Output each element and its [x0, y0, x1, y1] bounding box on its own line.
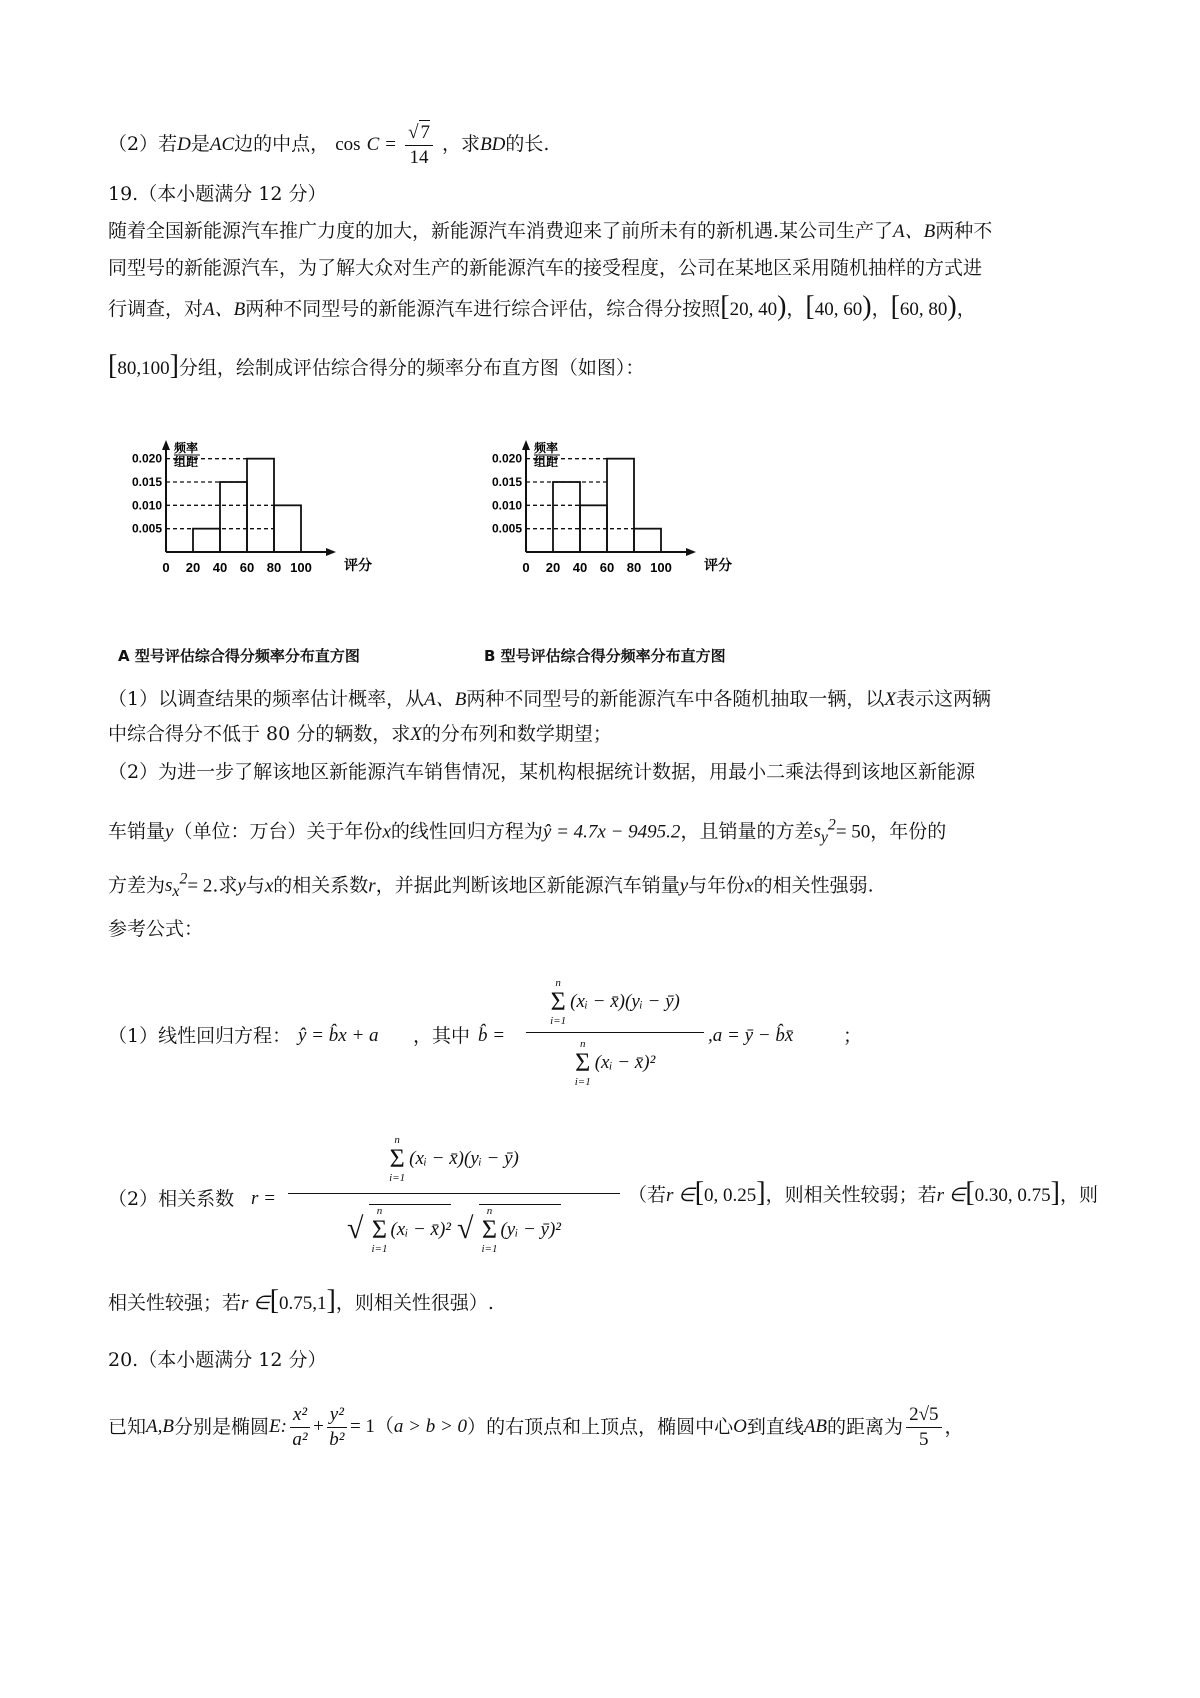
hist-a-xtick-4: 80: [266, 560, 282, 575]
histogram-a: [118, 440, 388, 635]
x-over-a-fraction: [290, 1403, 310, 1452]
hist-b-ytick-3: 0.020: [491, 451, 522, 466]
a-formula: ,a = ȳ − b̂x̄: [708, 1025, 794, 1046]
denominator: (xᵢ − x̄)²: [594, 1052, 656, 1073]
numerator: (xᵢ − x̄)(yᵢ − ȳ): [570, 991, 680, 1012]
q19-para-3: 行调查，对A、B两种不同型号的新能源汽车进行综合评估，综合得分按照[20, 40)，[40, 60)，[60, 80)，: [108, 291, 976, 322]
hist-a-xtick-3: 60: [239, 560, 255, 575]
text: （2）若: [108, 133, 178, 155]
text: 两种不同型号的新能源汽车进行综合评估，综合得分按照: [245, 298, 721, 320]
q19-part1-line1: [108, 685, 1104, 714]
q19-part2-line1: （2）为进一步了解该地区新能源汽车销售情况，某机构根据统计数据，用最小二乘法得到该地区新能源: [108, 761, 976, 783]
denominator-y: (yᵢ − ȳ)²: [500, 1218, 561, 1240]
hist-b-xtick-5: 100: [650, 560, 672, 575]
text: 与: [245, 874, 265, 897]
x2: x²: [290, 1403, 310, 1428]
distance-fraction: [906, 1403, 941, 1452]
hist-b-ylabel-top: 频率: [534, 441, 559, 455]
q19-para-1: [108, 217, 1104, 246]
hist-b-bar-3: [634, 529, 661, 552]
q20-header: 20.（本小题满分 12 分）: [108, 1349, 327, 1371]
text: （单位：万台）关于年份: [173, 820, 383, 843]
hist-a-bar-1: [220, 482, 247, 552]
text: 方差为: [108, 874, 166, 897]
math-r: r: [368, 875, 376, 897]
math-x: x: [382, 821, 391, 843]
equals-one: = 1（: [349, 1416, 394, 1437]
formula-2: [108, 1125, 1104, 1275]
math-x: x: [264, 875, 274, 897]
variance-x: = 2: [187, 875, 213, 897]
interval-4: 80,100: [117, 358, 170, 379]
b-hat-fraction: n Σ i=1 (xᵢ − x̄)(yᵢ − ȳ) n Σ i=1 (xᵢ − x̄)²: [526, 972, 704, 1093]
text: ）的右顶点和上顶点，椭圆中心: [467, 1416, 734, 1438]
q19-para-2: 同型号的新能源汽车，为了解大众对生产的新能源汽车的接受程度，公司在某地区采用随机抽样的方式进: [108, 257, 983, 279]
denominator-x: (xᵢ − x̄)²: [390, 1218, 451, 1240]
y2: y²: [327, 1403, 347, 1428]
math-ab: A、B: [893, 221, 936, 242]
hist-b-xtick-3: 60: [599, 560, 615, 575]
math-cos: cos: [335, 134, 361, 155]
text: 的分布列和数学期望；: [421, 723, 612, 745]
hist-b-x-arrow: [686, 548, 696, 556]
text: 分别是椭圆: [173, 1416, 269, 1438]
hist-a-ytick-2: 0.015: [131, 475, 162, 489]
reference-formula-title: 参考公式：: [108, 918, 204, 940]
text: 边的中点，: [234, 133, 330, 155]
text: 的距离为: [827, 1416, 904, 1438]
text: ，则: [1060, 1184, 1099, 1206]
text: ，求: [442, 133, 481, 155]
math-x: X: [410, 724, 422, 745]
hist-b-y-arrow: [522, 440, 530, 450]
text: 的相关系数: [273, 874, 369, 897]
hist-b-xtick-2: 40: [572, 560, 588, 575]
formula-1: [108, 972, 1104, 1102]
math-y: y: [237, 875, 246, 897]
math-ab: A、B: [203, 299, 246, 320]
text: ，年份的: [870, 820, 947, 843]
hist-b-ylabel-bottom: 组距: [534, 455, 559, 469]
interval-weak: 0, 0.25: [704, 1185, 757, 1206]
text: （2）相关系数: [108, 1188, 235, 1210]
q19-part2-line2: 车销量y（单位：万台）关于年份x的线性回归方程为ŷ = 4.7x − 9495.2，且销量的方差$s_y^2= 50$，年份的: [108, 817, 947, 847]
text: 中综合得分不低于 80 分的辆数，求: [108, 723, 411, 745]
text: 相关性较强；若: [108, 1292, 242, 1314]
q18-part2: [108, 120, 1104, 170]
hist-b-ytick-1: 0.010: [491, 498, 522, 513]
hist-a-bar-3: [274, 505, 301, 552]
hist-a-ytick-1: 0.010: [131, 498, 162, 513]
text: 的线性回归方程为: [390, 820, 543, 843]
regression-equation: ŷ = 4.7x − 9495.2: [542, 821, 681, 843]
cos-fraction: $\frac{√ 7}{14}$: [405, 120, 433, 170]
condition: a > b > 0: [393, 1416, 468, 1437]
text: 是: [190, 133, 210, 155]
math-eq: =: [385, 134, 397, 155]
hist-b-bar-2: [607, 459, 634, 552]
hist-a-x-arrow: [326, 548, 336, 556]
distance-denominator: 5: [919, 1428, 929, 1450]
hist-a-ytick-0: 0.005: [131, 521, 162, 536]
hist-a-y-arrow: [162, 440, 170, 450]
text: 随着全国新能源汽车推广力度的加大，新能源汽车消费迎来了前所未有的新机遇.某公司生产了: [108, 220, 894, 242]
y-over-b-fraction: [327, 1403, 347, 1452]
sqrt-7: 7: [420, 122, 430, 143]
text: ，则相关性较弱；若: [765, 1184, 937, 1206]
q19-header: 19.（本小题满分 12 分）: [108, 183, 327, 205]
text: ，且销量的方差: [680, 820, 814, 843]
math-r-in: r ∈: [241, 1293, 270, 1314]
math-r-in: r ∈: [666, 1185, 695, 1206]
text: ，其中: [413, 1025, 471, 1047]
a2: a²: [292, 1428, 308, 1450]
interval-strong: 0.30, 0.75: [974, 1185, 1051, 1206]
q20-para-1: 已知 A,B 分别是椭圆 E: $\frac{\text{x²}}{\text{a²}}$ + $\frac{\text{y²}}{\text{b²}}$ = 1（ a > b > 0 ）的右顶点和上顶点，椭圆中心 O 到直线 AB 的距离为 $\frac{2√5}{5}$ ，: [108, 1403, 964, 1450]
text: 的长.: [505, 133, 550, 155]
hist-b-xtick-0: 0: [522, 560, 530, 575]
numerator: (xᵢ − x̄)(yᵢ − ȳ): [409, 1148, 519, 1169]
hist-b-bar-0: [553, 482, 580, 552]
histogram-b-caption: B 型号评估综合得分频率分布直方图: [484, 647, 726, 665]
text: ，则相关性很强）.: [335, 1292, 494, 1314]
text: （若: [628, 1184, 667, 1206]
text: 两种不同型号的新能源汽车中各随机抽取一辆，以: [466, 688, 885, 710]
text: 的相关性强弱.: [753, 874, 874, 897]
math-ac: AC: [209, 134, 235, 155]
hist-b-xlabel: 评分: [704, 557, 732, 573]
math-ab: A,B: [146, 1416, 174, 1437]
text: 分组，绘制成评估综合得分的频率分布直方图（如图）：: [178, 357, 645, 379]
interval-2: 40, 60: [814, 299, 863, 320]
text: （1）以调查结果的频率估计概率，从: [108, 688, 425, 710]
regression-formula: ŷ = b̂x + a: [298, 1025, 379, 1046]
math-y: y: [679, 875, 689, 897]
hist-a-ylabel-top: 频率: [174, 441, 199, 455]
text: 到直线: [746, 1416, 804, 1438]
text: 表示这两辆: [895, 688, 991, 710]
variance-y: = 50: [835, 821, 871, 843]
histogram-b-svg: [478, 440, 768, 635]
b-hat: b̂ =: [478, 1025, 506, 1046]
math-r-in: r ∈: [936, 1185, 966, 1206]
r-fraction: n Σ i=1 (xᵢ − x̄)(yᵢ − ȳ) √ n Σ i=1 (xᵢ − x̄)² √ n Σ i=1 (yᵢ − ȳ)²: [288, 1125, 620, 1264]
distance-numerator: 2√5: [906, 1403, 941, 1428]
histogram-a-caption: A 型号评估综合得分频率分布直方图: [118, 647, 360, 665]
text: 已知: [108, 1416, 147, 1438]
histogram-a-svg: [118, 440, 388, 635]
q19-part1-line2: [108, 720, 1104, 749]
hist-a-xtick-0: 0: [162, 560, 170, 575]
histogram-b: [478, 440, 768, 635]
hist-a-ylabel-bottom: 组距: [174, 455, 199, 469]
text: ；: [843, 1025, 863, 1047]
hist-b-ytick-2: 0.015: [491, 475, 522, 489]
correlation-condition: （若r ∈[0, 0.25]，则相关性较弱；若r ∈[0.30, 0.75]，则: [628, 1177, 1099, 1208]
text: 两种不: [935, 220, 993, 242]
formula-2-continued: 相关性较强；若r ∈[0.75,1]，则相关性很强）.: [108, 1285, 494, 1316]
denominator-14: 14: [409, 147, 429, 168]
text: .求: [212, 874, 238, 897]
hist-b-ytick-0: 0.005: [491, 521, 522, 536]
hist-b-xtick-4: 80: [626, 560, 642, 575]
text: ，并据此判断该地区新能源汽车销量: [375, 874, 680, 897]
math-o: O: [733, 1416, 747, 1437]
interval-1: 20, 40: [729, 299, 778, 320]
hist-a-ytick-3: 0.020: [131, 451, 162, 466]
q19-para-4: [80,100]分组，绘制成评估综合得分的频率分布直方图（如图）：: [108, 350, 645, 381]
interval-very-strong: 0.75,1: [279, 1293, 327, 1314]
math-x: X: [884, 689, 896, 710]
text: ，: [944, 1416, 964, 1438]
hist-a-xlabel: 评分: [344, 557, 372, 573]
text: 与年份: [688, 874, 746, 897]
interval-3: 60, 80: [899, 299, 948, 320]
hist-a-xtick-1: 20: [185, 560, 201, 575]
text: 车销量: [108, 820, 166, 843]
text: （1）线性回归方程：: [108, 1025, 292, 1047]
math-d: D: [177, 134, 191, 155]
math-e: E:: [269, 1416, 287, 1437]
math-x: x: [745, 875, 754, 897]
math-ab: A、B: [424, 689, 467, 710]
hist-a-xtick-5: 100: [290, 560, 312, 575]
b2: b²: [329, 1428, 345, 1450]
q19-part2-line3: 方差为$s_x^2= 2$.求y与x的相关系数r，并据此判断该地区新能源汽车销量y与年份x的相关性强弱.: [108, 871, 874, 901]
r-eq: r =: [251, 1188, 276, 1209]
math-line-ab: AB: [803, 1416, 828, 1437]
math-c: C: [366, 134, 380, 155]
text: 行调查，对: [108, 298, 204, 320]
hist-b-xtick-1: 20: [545, 560, 561, 575]
math-y: y: [165, 821, 174, 843]
math-bd: BD: [480, 134, 506, 155]
hist-a-bar-0: [193, 529, 220, 552]
hist-a-xtick-2: 40: [212, 560, 228, 575]
